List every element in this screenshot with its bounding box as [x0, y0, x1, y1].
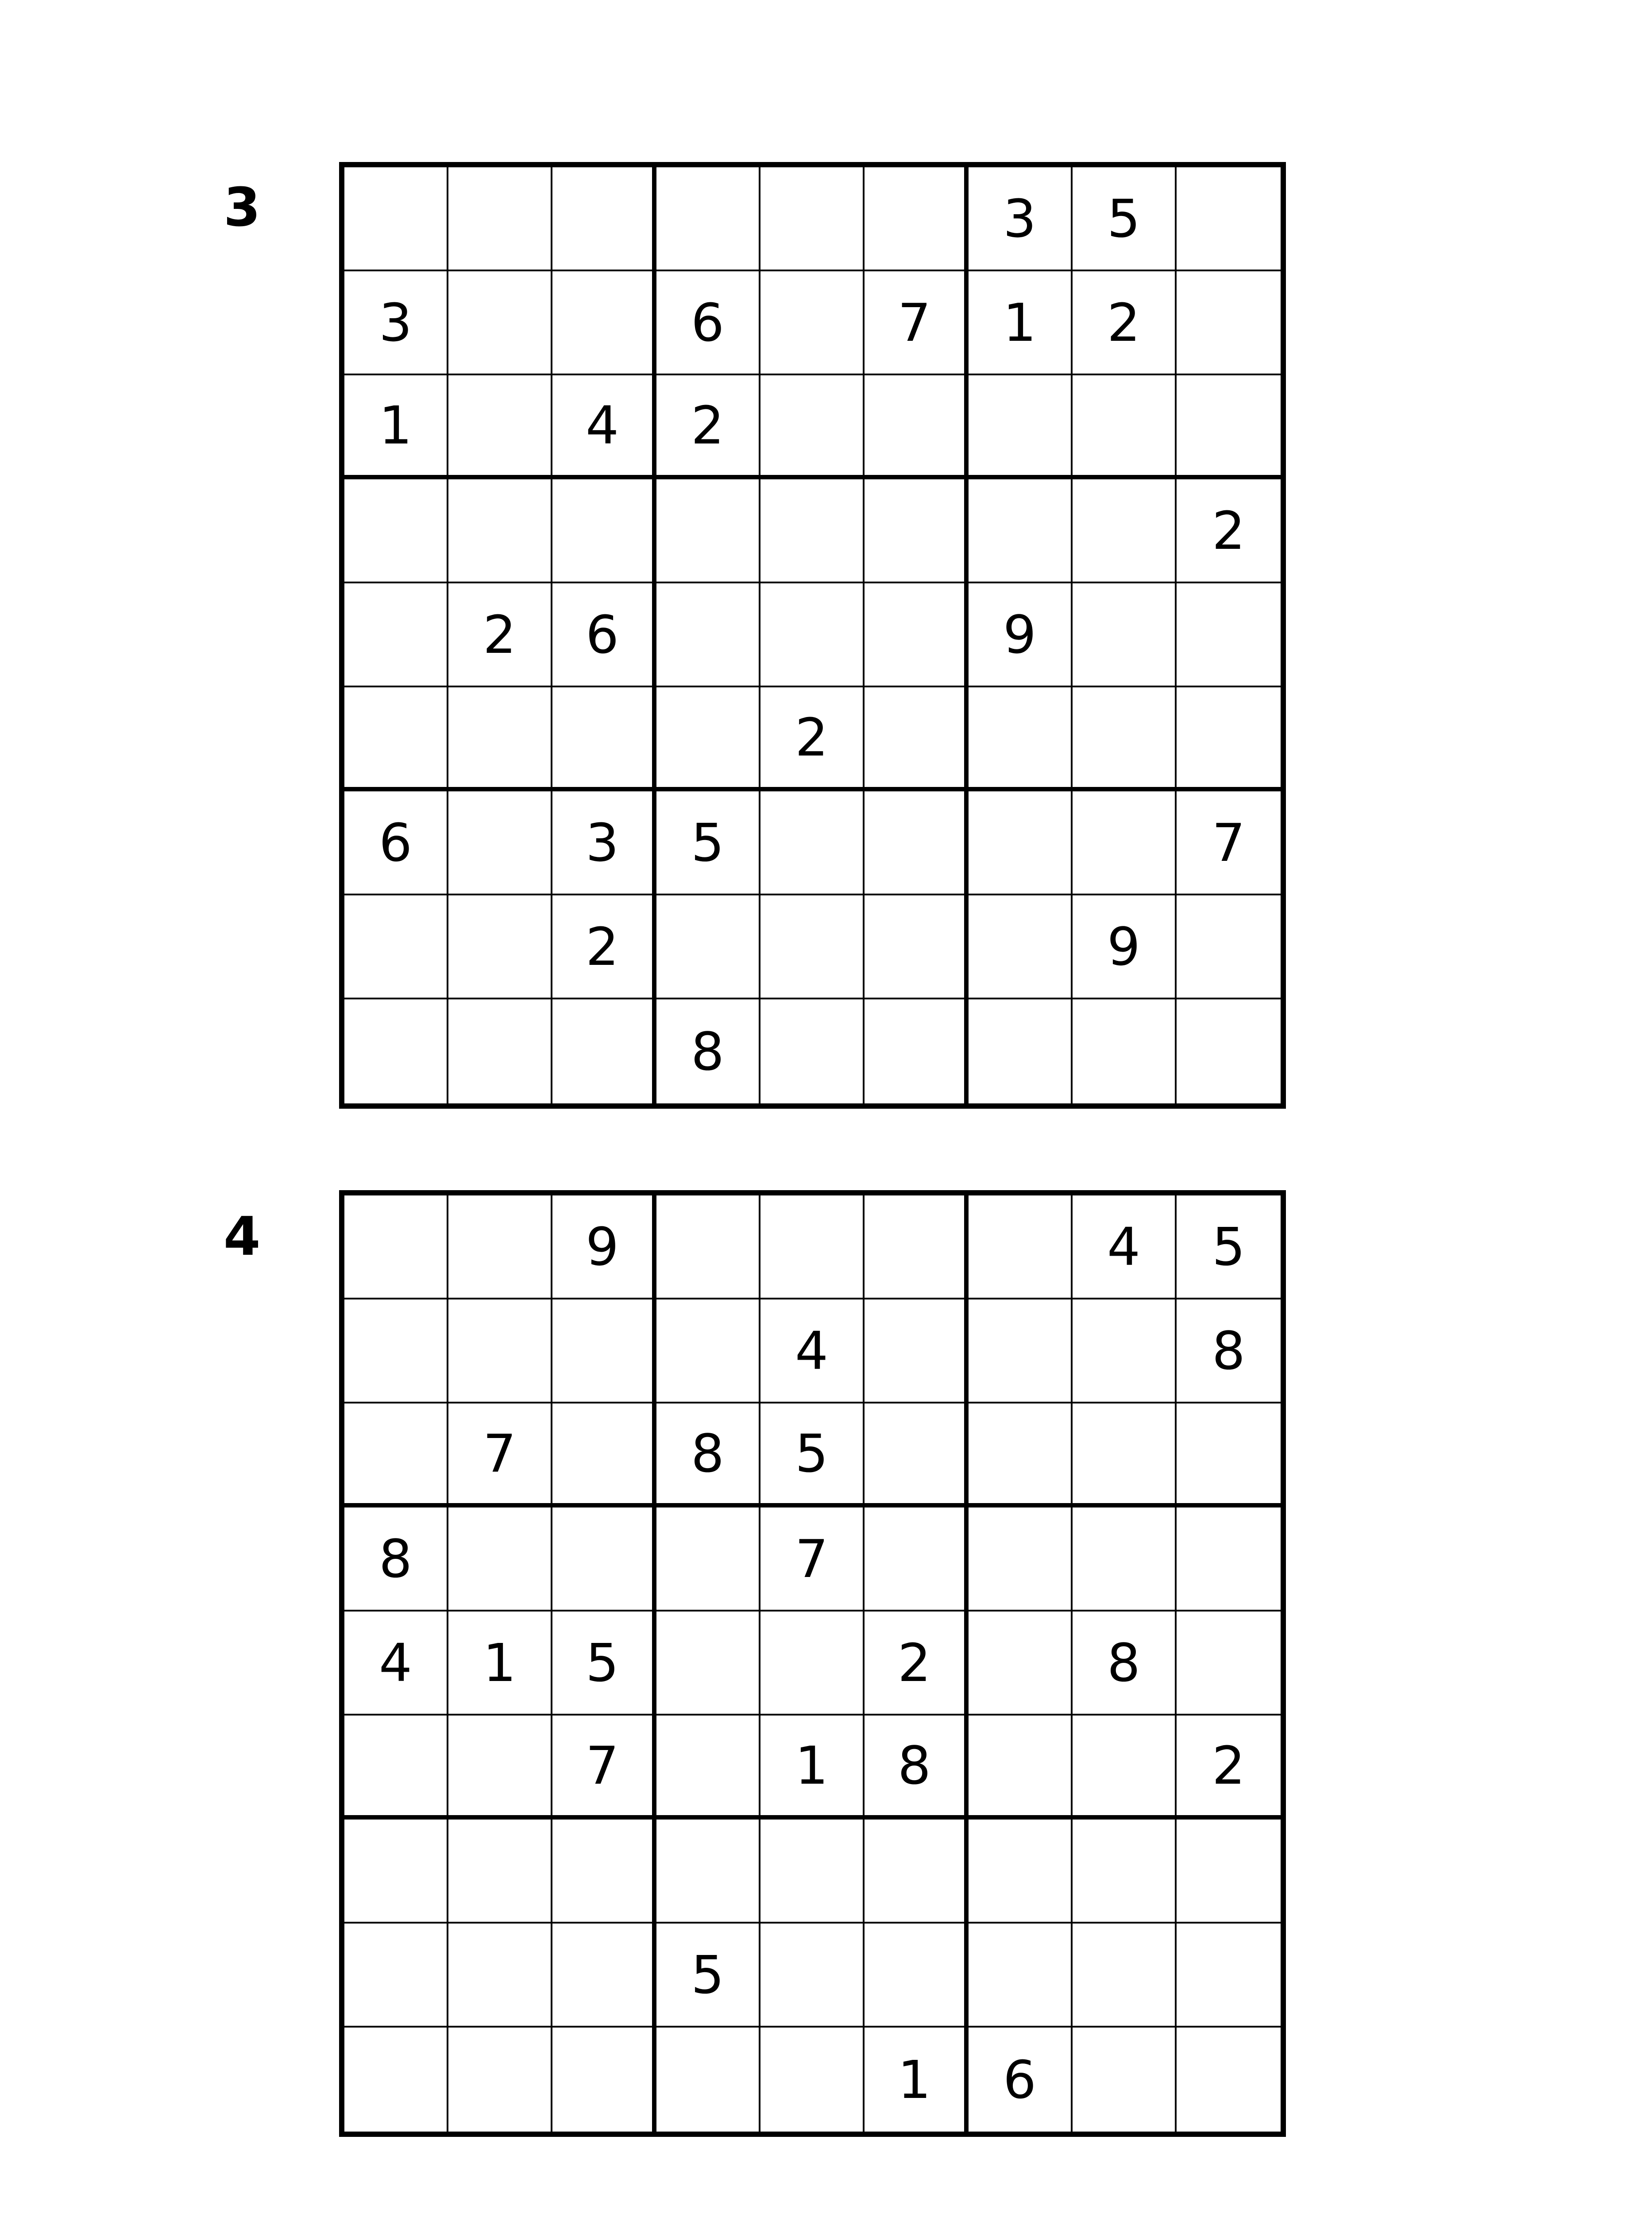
sudoku-cell[interactable]	[865, 1403, 969, 1507]
sudoku-cell[interactable]: 3	[552, 791, 656, 895]
sudoku-cell[interactable]	[1177, 375, 1281, 479]
sudoku-cell[interactable]	[656, 1612, 760, 1716]
sudoku-cell[interactable]	[969, 999, 1073, 1103]
sudoku-cell[interactable]	[448, 687, 552, 791]
sudoku-cell[interactable]	[1177, 1924, 1281, 2028]
sudoku-cell[interactable]	[760, 1612, 865, 1716]
sudoku-cell[interactable]	[865, 583, 969, 687]
sudoku-cell[interactable]	[1073, 687, 1177, 791]
sudoku-cell[interactable]	[969, 1612, 1073, 1716]
sudoku-cell[interactable]	[760, 2028, 865, 2132]
sudoku-cell[interactable]: 8	[1177, 1299, 1281, 1403]
sudoku-cell[interactable]	[865, 791, 969, 895]
sudoku-cell[interactable]	[656, 895, 760, 999]
sudoku-cell[interactable]	[552, 2028, 656, 2132]
sudoku-cell[interactable]	[1073, 791, 1177, 895]
sudoku-cell[interactable]: 9	[552, 1195, 656, 1299]
sudoku-cell[interactable]	[760, 479, 865, 583]
sudoku-cell[interactable]	[760, 375, 865, 479]
sudoku-cell[interactable]: 2	[1177, 479, 1281, 583]
sudoku-cell[interactable]	[1073, 1507, 1177, 1612]
sudoku-cell[interactable]	[969, 479, 1073, 583]
sudoku-cell[interactable]	[1073, 1820, 1177, 1924]
sudoku-cell[interactable]: 8	[344, 1507, 448, 1612]
sudoku-cell[interactable]: 5	[760, 1403, 865, 1507]
sudoku-cell[interactable]	[656, 687, 760, 791]
sudoku-cell[interactable]	[865, 999, 969, 1103]
puzzle-number: 3	[224, 177, 261, 239]
sudoku-cell[interactable]	[865, 1299, 969, 1403]
sudoku-cell[interactable]	[969, 1507, 1073, 1612]
sudoku-cell[interactable]: 6	[552, 583, 656, 687]
sudoku-cell[interactable]	[1177, 999, 1281, 1103]
sudoku-cell[interactable]: 4	[1073, 1195, 1177, 1299]
sudoku-cell[interactable]	[344, 1924, 448, 2028]
sudoku-cell[interactable]: 2	[552, 895, 656, 999]
sudoku-cell[interactable]	[344, 1820, 448, 1924]
sudoku-cell[interactable]	[1177, 1612, 1281, 1716]
sudoku-cell[interactable]	[969, 1820, 1073, 1924]
sudoku-cell[interactable]	[448, 1299, 552, 1403]
sudoku-cell[interactable]	[865, 1195, 969, 1299]
sudoku-cell[interactable]: 9	[969, 583, 1073, 687]
sudoku-cell[interactable]	[344, 479, 448, 583]
sudoku-cell[interactable]	[1177, 167, 1281, 271]
sudoku-cell[interactable]	[344, 2028, 448, 2132]
sudoku-cell[interactable]: 7	[865, 271, 969, 375]
sudoku-cell[interactable]: 2	[760, 687, 865, 791]
sudoku-cell[interactable]	[969, 1716, 1073, 1820]
sudoku-cell[interactable]	[448, 2028, 552, 2132]
sudoku-cell[interactable]	[865, 479, 969, 583]
sudoku-cell[interactable]	[1177, 895, 1281, 999]
sudoku-cell[interactable]	[1073, 583, 1177, 687]
sudoku-cell[interactable]	[448, 167, 552, 271]
sudoku-cell[interactable]	[760, 167, 865, 271]
sudoku-cell[interactable]	[969, 1403, 1073, 1507]
sudoku-cell[interactable]: 7	[1177, 791, 1281, 895]
sudoku-cell[interactable]	[969, 1299, 1073, 1403]
sudoku-cell[interactable]	[552, 271, 656, 375]
sudoku-cell[interactable]	[656, 479, 760, 583]
sudoku-cell[interactable]	[448, 1924, 552, 2028]
sudoku-cell[interactable]	[760, 791, 865, 895]
sudoku-cell[interactable]	[552, 687, 656, 791]
sudoku-cell[interactable]	[865, 687, 969, 791]
sudoku-cell[interactable]	[448, 1195, 552, 1299]
sudoku-cell[interactable]	[865, 1924, 969, 2028]
sudoku-cell[interactable]	[1073, 1403, 1177, 1507]
sudoku-cell[interactable]	[448, 1507, 552, 1612]
sudoku-cell[interactable]	[969, 895, 1073, 999]
sudoku-cell[interactable]: 5	[656, 791, 760, 895]
sudoku-cell[interactable]	[1177, 1403, 1281, 1507]
sudoku-cell[interactable]	[1177, 1820, 1281, 1924]
sudoku-cell[interactable]: 1	[760, 1716, 865, 1820]
sudoku-cell[interactable]	[760, 1924, 865, 2028]
sudoku-cell[interactable]	[448, 1820, 552, 1924]
sudoku-cell[interactable]	[344, 583, 448, 687]
sudoku-cell[interactable]: 3	[969, 167, 1073, 271]
sudoku-cell[interactable]	[760, 895, 865, 999]
sudoku-cell[interactable]	[448, 1716, 552, 1820]
sudoku-cell[interactable]	[344, 999, 448, 1103]
sudoku-cell[interactable]: 2	[448, 583, 552, 687]
sudoku-cell[interactable]	[344, 1299, 448, 1403]
sudoku-cell[interactable]: 3	[344, 271, 448, 375]
sudoku-cell[interactable]	[656, 583, 760, 687]
sudoku-cell[interactable]	[552, 1924, 656, 2028]
sudoku-cell[interactable]: 8	[656, 1403, 760, 1507]
sudoku-cell[interactable]	[1073, 999, 1177, 1103]
sudoku-cell[interactable]	[656, 167, 760, 271]
sudoku-cell[interactable]	[1177, 687, 1281, 791]
sudoku-cell[interactable]	[344, 895, 448, 999]
sudoku-cell[interactable]	[1177, 271, 1281, 375]
sudoku-cell[interactable]	[760, 1195, 865, 1299]
sudoku-cell[interactable]: 9	[1073, 895, 1177, 999]
sudoku-cell[interactable]	[344, 1195, 448, 1299]
sudoku-cell[interactable]	[1073, 1716, 1177, 1820]
sudoku-cell[interactable]	[1073, 1924, 1177, 2028]
sudoku-cell[interactable]: 6	[344, 791, 448, 895]
sudoku-cell[interactable]	[448, 895, 552, 999]
sudoku-cell[interactable]: 1	[865, 2028, 969, 2132]
sudoku-cell[interactable]: 8	[865, 1716, 969, 1820]
sudoku-cell[interactable]	[760, 1820, 865, 1924]
sudoku-cell[interactable]: 6	[656, 271, 760, 375]
sudoku-cell[interactable]	[1073, 375, 1177, 479]
sudoku-cell[interactable]	[865, 375, 969, 479]
sudoku-cell[interactable]	[656, 1299, 760, 1403]
sudoku-cell[interactable]	[969, 375, 1073, 479]
sudoku-cell[interactable]	[344, 167, 448, 271]
sudoku-cell[interactable]	[1177, 2028, 1281, 2132]
sudoku-cell[interactable]	[552, 1507, 656, 1612]
sudoku-cell[interactable]	[656, 1195, 760, 1299]
sudoku-cell[interactable]	[552, 479, 656, 583]
sudoku-cell[interactable]: 5	[656, 1924, 760, 2028]
sudoku-cell[interactable]	[969, 1924, 1073, 2028]
sudoku-cell[interactable]	[865, 1820, 969, 1924]
sudoku-cell[interactable]	[865, 895, 969, 999]
sudoku-cell[interactable]	[969, 687, 1073, 791]
sudoku-cell[interactable]	[760, 999, 865, 1103]
sudoku-cell[interactable]: 7	[552, 1716, 656, 1820]
sudoku-cell[interactable]: 2	[1177, 1716, 1281, 1820]
sudoku-cell[interactable]	[656, 1716, 760, 1820]
sudoku-cell[interactable]: 6	[969, 2028, 1073, 2132]
sudoku-cell[interactable]	[552, 1820, 656, 1924]
sudoku-cell[interactable]	[656, 2028, 760, 2132]
sudoku-cell[interactable]: 2	[1073, 271, 1177, 375]
sudoku-cell[interactable]	[552, 1403, 656, 1507]
sudoku-cell[interactable]	[1073, 1299, 1177, 1403]
sudoku-cell[interactable]	[448, 999, 552, 1103]
sudoku-cell[interactable]	[344, 687, 448, 791]
sudoku-cell[interactable]: 5	[552, 1612, 656, 1716]
sudoku-cell[interactable]: 2	[656, 375, 760, 479]
sudoku-cell[interactable]: 8	[656, 999, 760, 1103]
sudoku-cell[interactable]: 5	[1073, 167, 1177, 271]
sudoku-cell[interactable]: 4	[552, 375, 656, 479]
sudoku-cell[interactable]	[1073, 479, 1177, 583]
sudoku-cell[interactable]	[760, 583, 865, 687]
sudoku-cell[interactable]	[865, 167, 969, 271]
sudoku-cell[interactable]	[969, 1195, 1073, 1299]
sudoku-cell[interactable]	[656, 1820, 760, 1924]
sudoku-cell[interactable]	[1073, 2028, 1177, 2132]
sudoku-cell[interactable]	[448, 791, 552, 895]
sudoku-cell[interactable]	[448, 479, 552, 583]
sudoku-cell[interactable]	[1177, 1507, 1281, 1612]
sudoku-cell[interactable]: 4	[344, 1612, 448, 1716]
sudoku-cell[interactable]	[448, 375, 552, 479]
sudoku-cell[interactable]	[656, 1507, 760, 1612]
sudoku-cell[interactable]: 1	[969, 271, 1073, 375]
sudoku-cell[interactable]: 1	[448, 1612, 552, 1716]
sudoku-cell[interactable]	[865, 1507, 969, 1612]
sudoku-cell[interactable]	[344, 1403, 448, 1507]
sudoku-cell[interactable]: 5	[1177, 1195, 1281, 1299]
sudoku-cell[interactable]: 7	[448, 1403, 552, 1507]
sudoku-cell[interactable]: 8	[1073, 1612, 1177, 1716]
puzzle-number: 4	[224, 1206, 261, 1268]
sudoku-grid	[339, 162, 1286, 1109]
sudoku-cell[interactable]	[1177, 583, 1281, 687]
sudoku-cell[interactable]	[760, 271, 865, 375]
sudoku-cell[interactable]	[969, 791, 1073, 895]
sudoku-cell[interactable]: 7	[760, 1507, 865, 1612]
sudoku-cell[interactable]: 4	[760, 1299, 865, 1403]
sudoku-grid	[339, 1190, 1286, 2137]
sudoku-cell[interactable]	[344, 1716, 448, 1820]
sudoku-cell[interactable]	[552, 1299, 656, 1403]
sudoku-cell[interactable]	[552, 999, 656, 1103]
sudoku-cell[interactable]: 1	[344, 375, 448, 479]
sudoku-cell[interactable]	[448, 271, 552, 375]
sudoku-cell[interactable]: 2	[865, 1612, 969, 1716]
sudoku-cell[interactable]	[552, 167, 656, 271]
